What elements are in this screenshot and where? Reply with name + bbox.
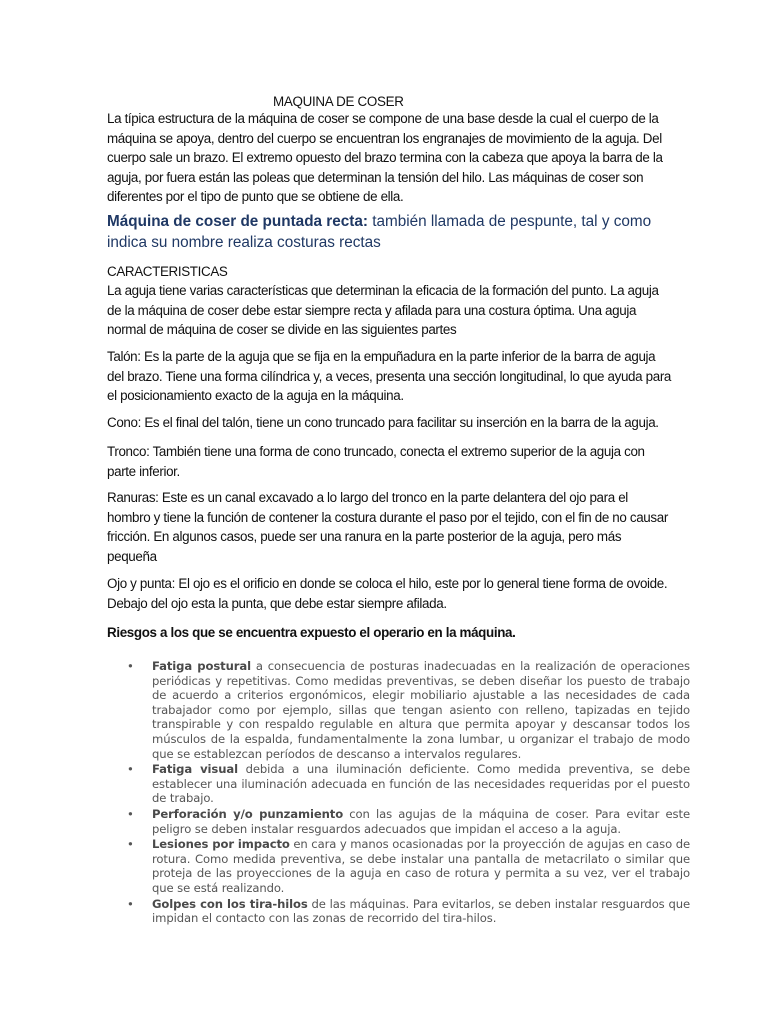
risk-term: Fatiga visual xyxy=(152,762,238,777)
puntada-recta-heading xyxy=(107,211,677,253)
risks-list xyxy=(0,659,690,927)
ranuras-paragraph: Ranuras: Este es un canal excavado a lo largo del tronco en la parte delantera del ojo para el hombro y tiene la función de contener la costura durante el paso por el tejido, con el fin de no causar fricción. En algunos casos, puede ser una ranura en la parte posterior de la aguja, pero más pequeña xyxy=(107,490,668,564)
risk-term: Golpes con los tira-hilos xyxy=(152,896,308,911)
list-item xyxy=(0,762,690,806)
puntada-recta-description: también llamada de pespunte, tal y como indica su nombre realiza costuras rectas xyxy=(107,213,652,251)
talon-paragraph: Talón: Es la parte de la aguja que se fija en la empuñadura en la parte inferior de la barra de aguja del brazo. Tiene una forma cilíndrica y, a veces, presenta una sección longitudinal, lo que ayuda para el posicionamiento exacto de la aguja en la máquina. xyxy=(107,349,672,404)
risk-text: de las máquinas. Para evitarlos, se deben instalar resguardos que impidan el contacto con las zonas de recorrido del tira-hilos. xyxy=(152,896,690,926)
list-item xyxy=(0,897,690,926)
risk-text: a consecuencia de posturas inadecuadas en la realización de operaciones periódicas y repetitivas. Como medidas preventivas, se deben diseñar los puesto de trabajo de acuerdo a criterios ergonómicos, elegir mobiliario ajustable a las necesidades de cada trabajador como por ejemplo, sillas que tengan asiento con relleno, tapizadas en tejido transpirable y con respaldo regulable en altura que permita apoyar y descansar todos los músculos de la espalda, fundamentalmente la zona lumbar, u organizar el trabajo de modo que se establezcan períodos de descanso a intervalos regulares. xyxy=(152,659,690,761)
risk-text: con las agujas de la máquina de coser. Para evitar este peligro se deben instalar resguardos adecuados que impidan el acceso a la aguja. xyxy=(152,806,690,836)
risk-term: Perforación y/o punzamiento xyxy=(152,806,344,821)
bullet-icon: • xyxy=(127,837,134,852)
intro-paragraph: La típica estructura de la máquina de coser se compone de una base desde la cual el cuerpo de la máquina se apoya, dentro del cuerpo se encuentran los engranajes de movimiento de la aguja. Del cuerpo sale un brazo. El extremo opuesto del brazo termina con la cabeza que apoya la barra de la aguja, por fuera están las poleas que determinan la tensión del hilo. Las máquinas de coser son diferentes por el tipo de punto que se obtiene de ella. xyxy=(107,111,663,205)
tronco-paragraph: Tronco: También tiene una forma de cono truncado, conecta el extremo superior de la aguja con parte inferior. xyxy=(107,444,645,479)
risk-text: en cara y manos ocasionadas por la proyección de agujas en caso de rotura. Como medida preventiva, se debe instalar una pantalla de metacrilato o similar que proteja de las proyecciones de la aguja en caso de rotura y permita a su vez, ver el trabajo que se está realizando. xyxy=(152,837,690,895)
caracteristicas-paragraph: La aguja tiene varias características que determinan la eficacia de la formación del punto. La aguja de la máquina de coser debe estar siempre recta y afilada para una costura óptima. Una aguja normal de máquina de coser se divide en las siguientes partes xyxy=(107,283,659,338)
bullet-icon: • xyxy=(127,896,134,911)
cono-paragraph: Cono: Es el final del talón, tiene un cono truncado para facilitar su inserción en la barra de la aguja. xyxy=(107,415,659,430)
list-item xyxy=(0,837,690,895)
bullet-icon: • xyxy=(127,806,134,821)
list-item xyxy=(0,659,690,761)
risk-term: Fatiga postural xyxy=(152,659,251,673)
risk-text: debida a una iluminación deficiente. Como medida preventiva, se debe establecer una iluminación adecuada en función de las necesidades requeridas por el puesto de trabajo. xyxy=(152,762,690,806)
document-title: MAQUINA DE COSER xyxy=(273,94,404,109)
ojo-punta-paragraph: Ojo y punta: El ojo es el orificio en donde se coloca el hilo, este por lo general tiene forma de ovoide. Debajo del ojo esta la punta, que debe estar siempre afilada. xyxy=(107,576,668,611)
caracteristicas-heading: CARACTERISTICAS xyxy=(107,264,228,279)
risk-term: Lesiones por impacto xyxy=(152,837,290,852)
riesgos-heading: Riesgos a los que se encuentra expuesto el operario en la máquina. xyxy=(107,625,516,640)
puntada-recta-term: Máquina de coser de puntada recta: xyxy=(107,213,368,230)
bullet-icon: • xyxy=(127,762,134,777)
list-item xyxy=(0,807,690,836)
bullet-icon: • xyxy=(127,659,134,673)
